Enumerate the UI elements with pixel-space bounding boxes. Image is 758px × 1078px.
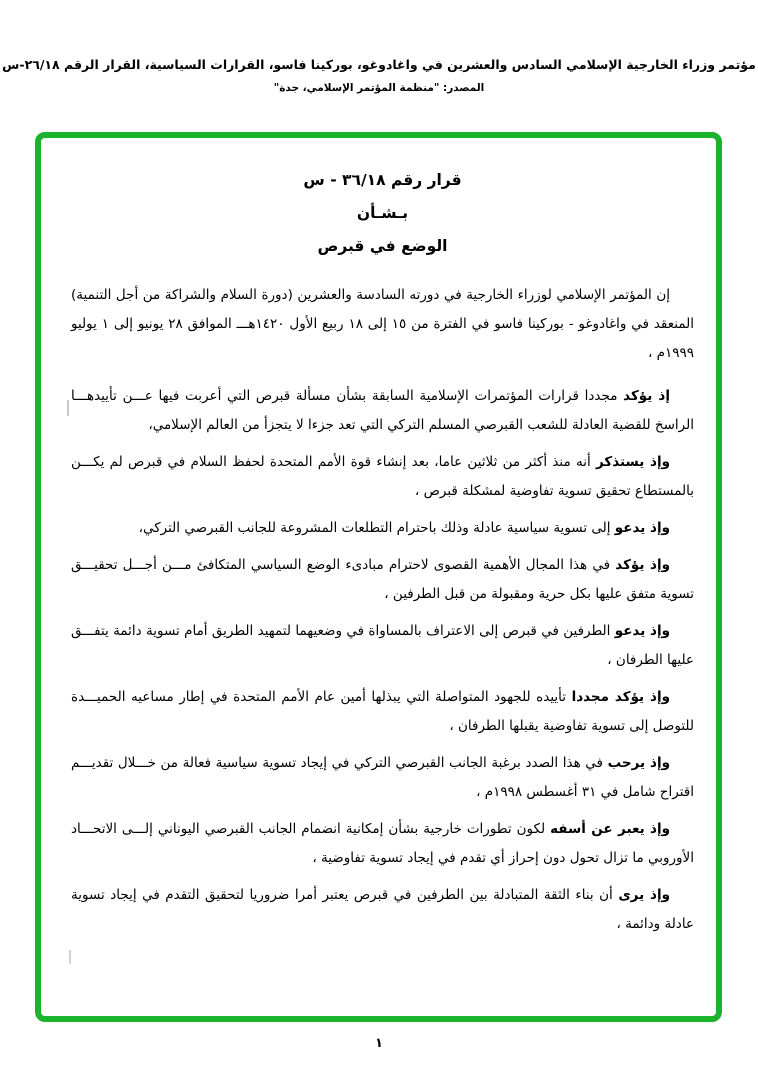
paragraph-lead: وإذ يرحب: [607, 755, 671, 771]
resolution-subject-title: الوضع في قبرص: [317, 237, 448, 255]
paragraph-lead: وإذ يدعو: [614, 623, 670, 639]
paragraph-lead: وإذ يعبر عن أسفه: [550, 821, 670, 837]
preamble-paragraph: [71, 881, 694, 939]
paragraph-lead: وإذ يدعو: [614, 520, 670, 536]
preamble-paragraph: [71, 749, 694, 807]
preamble-paragraph: [71, 617, 694, 675]
resolution-border-box: [35, 132, 722, 1022]
paragraph-text: مجددا قرارات المؤتمرات الإسلامية السابقة بشأن مسألة قبرص التي أعربت فيها عـــن تأييدهـــا الراسخ للقضية العادلة للشعب القبرصي المسلم التركي التي تعد جزءا لا يتجزأ من العالم الإسلامي،: [71, 388, 694, 433]
paragraph-lead: وإذ يؤكد: [615, 557, 670, 573]
paragraph-text: في هذا الصدد برغبة الجانب القبرصي التركي في إيجاد تسوية سياسية فعالة من خـــلال تقديـــم اقتراح شامل في ٣١ أغسطس ١٩٩٨م ،: [71, 755, 694, 800]
paragraph-text: إن المؤتمر الإسلامي لوزراء الخارجية في دورته السادسة والعشرين (دورة السلام والشراكة من أجل التنمية) المنعقد في واغادوغو - بوركينا فاسو في الفترة من ١٥ إلى ١٨ ربيع الأول ١٤٢٠هـــ الموافق ٢٨ يونيو إلى ١ يوليو ١٩٩٩م ،: [71, 287, 695, 361]
resolution-content: [41, 138, 716, 939]
resolution-number-title: قرار رقم ٣٦/١٨ - س: [303, 171, 462, 189]
paragraph-text: الطرفين في قبرص إلى الاعتراف بالمساواة في وضعيهما لتمهيد الطريق أمام تسوية دائمة يتفـــق عليها الطرفان ،: [71, 623, 694, 668]
paragraph-lead: إذ يؤكد: [623, 388, 670, 404]
preamble-paragraph: [71, 514, 694, 543]
resolution-title-block: [71, 164, 694, 263]
source-publisher-line: المصدر: "منظمة المؤتمر الإسلامي، جدة": [273, 82, 485, 94]
preamble-paragraph: [71, 683, 694, 741]
paragraph-text: أنه منذ أكثر من ثلاثين عاما، بعد إنشاء قوة الأمم المتحدة لحفظ السلام في قبرص لم يكـــن بالمستطاع تحقيق تسوية تفاوضية لمشكلة قبرص ،: [71, 454, 694, 499]
preamble-paragraph: [71, 281, 694, 368]
resolution-preamble: [71, 281, 694, 939]
paragraph-text: لكون تطورات خارجية بشأن إمكانية انضمام الجانب القبرصي اليوناني إلـــى الاتحـــاد الأوروبي ما تزال تحول دون إحراز أي تقدم في إيجاد تسوية تفاوضية ،: [71, 821, 694, 866]
paragraph-text: تأييده للجهود المتواصلة التي يبذلها أمين عام الأمم المتحدة في إطار مساعيه الحميـــدة للتوصل إلى تسوية تفاوضية يقبلها الطرفان ،: [71, 689, 694, 734]
regarding-label: بـشـأن: [356, 204, 409, 222]
scan-artifact: [69, 950, 71, 964]
page-number: ١: [375, 1036, 383, 1051]
paragraph-text: في هذا المجال الأهمية القصوى لاحترام مبادىء الوضع السياسي المتكافئ مـــن أجـــل تحقيـــق تسوية متفق عليها بكل حرية ومقبولة من قبل الطرفين ،: [71, 557, 694, 602]
scan-artifact: [67, 400, 69, 416]
preamble-paragraph: [71, 815, 694, 873]
paragraph-lead: وإذ يستذكر: [596, 454, 670, 470]
paragraph-text: أن بناء الثقة المتبادلة بين الطرفين في قبرص يعتبر أمرا ضروريا لتحقيق التقدم في إيجاد تسوية عادلة ودائمة ،: [71, 887, 694, 932]
source-citation-line: مؤتمر وزراء الخارجية الإسلامي السادس والعشرين في واغادوغو، بوركينا فاسو، القرارات السياسية، القرار الرقم ٢٦/١٨-س: [2, 57, 756, 72]
paragraph-lead: وإذ يرى: [618, 887, 670, 903]
preamble-paragraph: [71, 551, 694, 609]
preamble-paragraph: [71, 382, 694, 440]
paragraph-lead: وإذ يؤكد مجددا: [571, 689, 670, 705]
document-source-header: [0, 57, 758, 94]
paragraph-text: إلى تسوية سياسية عادلة وذلك باحترام التطلعات المشروعة للجانب القبرصي التركي،: [138, 520, 615, 536]
preamble-paragraph: [71, 448, 694, 506]
